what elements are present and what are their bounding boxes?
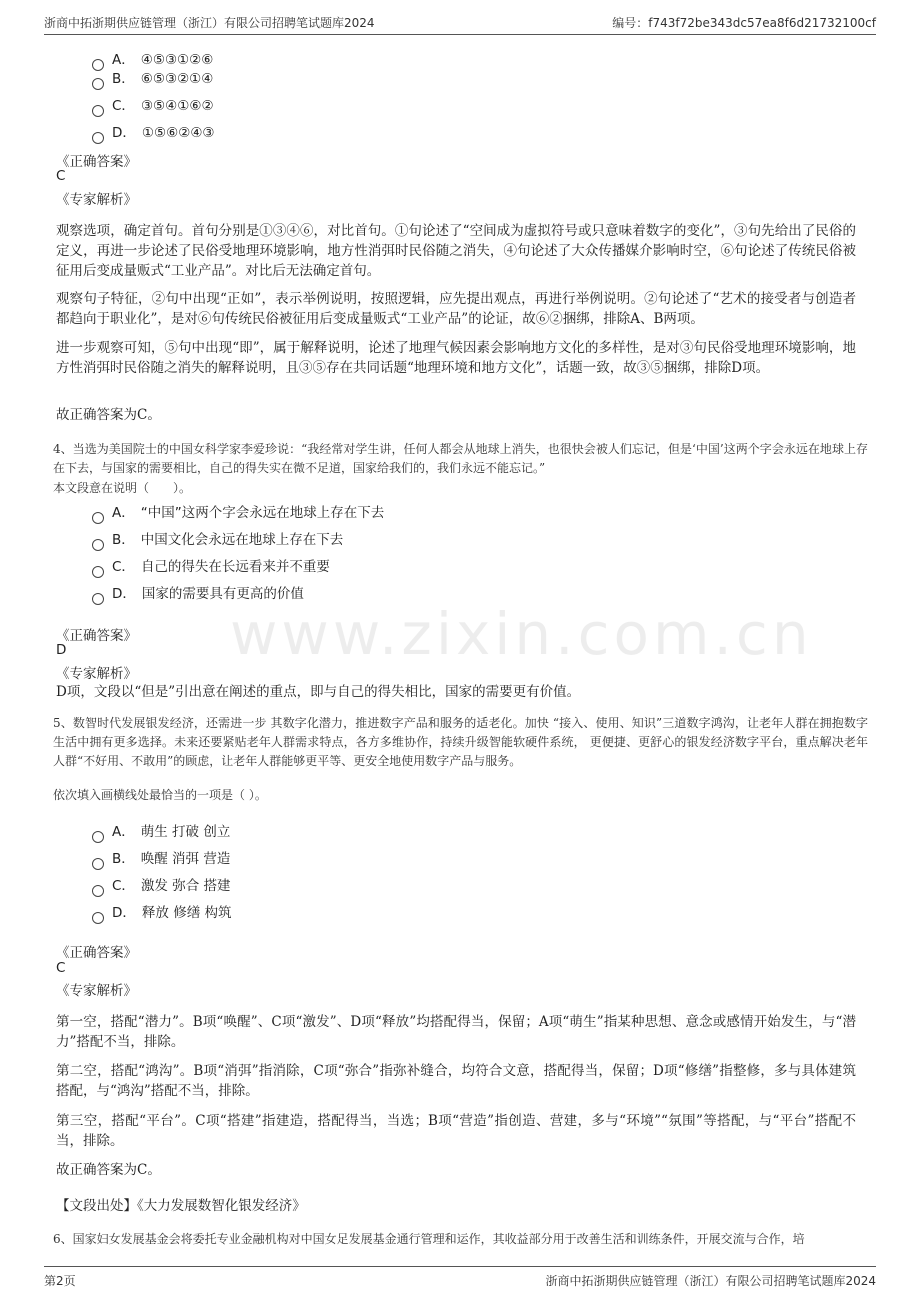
document-id: 编号：f743f72be343dc57ea8f6d21732100cf bbox=[612, 16, 876, 30]
option-letter: A． bbox=[112, 824, 135, 840]
footer-title: 浙商中拓浙期供应链管理（浙江）有限公司招聘笔试题库2024 bbox=[545, 1274, 876, 1288]
q3-answer-label: 《正确答案》 bbox=[56, 154, 137, 170]
radio-icon[interactable] bbox=[92, 912, 104, 924]
radio-icon[interactable] bbox=[92, 539, 104, 551]
q3-answer: C bbox=[56, 168, 66, 184]
option-text: 释放 修缮 构筑 bbox=[141, 905, 232, 921]
option-letter: C． bbox=[112, 878, 135, 894]
q5-ask: 依次填入画横线处最恰当的一项是（ ）。 bbox=[53, 788, 267, 802]
option-text: 自己的得失在长远看来并不重要 bbox=[140, 559, 330, 575]
page-number: 第2页 bbox=[44, 1274, 76, 1288]
q5-option-b[interactable] bbox=[92, 847, 230, 867]
q4-option-c[interactable] bbox=[92, 555, 330, 575]
option-letter: D． bbox=[112, 905, 136, 921]
option-letter: B． bbox=[112, 851, 135, 867]
page-header bbox=[44, 12, 876, 35]
q4-analysis-label: 《专家解析》 bbox=[56, 666, 137, 682]
q4-option-a[interactable] bbox=[92, 501, 384, 521]
q3-conclusion: 故正确答案为C。 bbox=[56, 407, 161, 423]
q5-analysis-paragraph: 第一空，搭配“潜力”。B项“唤醒”、C项“激发”、D项“释放”均搭配得当，保留；A项“萌生”指某种思想、意念或感情开始发生，与“潜力”搭配不当，排除。 bbox=[56, 1014, 856, 1050]
q3-analysis-paragraph: 进一步观察可知，⑤句中出现“即”，属于解释说明，论述了地理气候因素会影响地方文化的多样性，是对③句民俗受地理环境影响，地方性消弭时民俗随之消失的解释说明，且③⑤存在共同话题“地理环境和地方文化”，话题一致，故③⑤捆绑，排除D项。 bbox=[56, 340, 856, 376]
option-text: “中国”这两个字会永远在地球上存在下去 bbox=[140, 505, 385, 521]
q5-option-a[interactable] bbox=[92, 820, 230, 840]
option-letter: C． bbox=[112, 98, 135, 114]
q5-analysis-paragraph: 第二空，搭配“鸿沟”。B项“消弭”指消除，C项“弥合”指弥补缝合，均符合文意，搭配得当，保留；D项“修缮”指整修，多与具体建筑搭配，与“鸿沟”搭配不当，排除。 bbox=[56, 1063, 856, 1099]
q4-answer-label: 《正确答案》 bbox=[56, 628, 137, 644]
option-letter: A． bbox=[112, 505, 135, 521]
q6-stem: 6、国家妇女发展基金会将委托专业金融机构对中国女足发展基金通行管理和运作，其收益部分用于改善生活和训练条件，开展交流与合作，培 bbox=[53, 1232, 805, 1246]
option-letter: A． bbox=[112, 52, 135, 68]
radio-icon[interactable] bbox=[92, 566, 104, 578]
option-letter: D． bbox=[112, 586, 136, 602]
q5-source: 【文段出处】《大力发展数智化银发经济》 bbox=[56, 1198, 306, 1214]
q4-option-d[interactable] bbox=[92, 582, 304, 602]
option-text: 国家的需要具有更高的价值 bbox=[141, 586, 304, 602]
q5-analysis-label: 《专家解析》 bbox=[56, 983, 137, 999]
watermark: www.zixin.com.cn bbox=[230, 600, 813, 668]
q3-analysis-label: 《专家解析》 bbox=[56, 192, 137, 208]
header-title: 浙商中拓浙期供应链管理（浙江）有限公司招聘笔试题库2024 bbox=[44, 16, 375, 30]
q3-option-a[interactable] bbox=[92, 48, 213, 68]
radio-icon[interactable] bbox=[92, 512, 104, 524]
q5-answer-label: 《正确答案》 bbox=[56, 945, 137, 961]
option-text: 中国文化会永远在地球上存在下去 bbox=[140, 532, 344, 548]
radio-icon[interactable] bbox=[92, 858, 104, 870]
radio-icon[interactable] bbox=[92, 593, 104, 605]
q5-option-d[interactable] bbox=[92, 901, 232, 921]
option-text: ④⑤③①②⑥ bbox=[140, 52, 214, 68]
option-text: 唤醒 消弭 营造 bbox=[140, 851, 231, 867]
option-letter: C． bbox=[112, 559, 135, 575]
q5-answer: C bbox=[56, 960, 66, 976]
page-footer bbox=[44, 1266, 876, 1293]
q5-conclusion: 故正确答案为C。 bbox=[56, 1162, 161, 1178]
q4-stem: 4、当选为美国院士的中国女科学家李爱珍说：“我经常对学生讲，任何人都会从地球上消失，也很快会被人们忘记，但是‘中国’这两个字会永远在地球上存在下去，与国家的需要相比，自己的得失实在微不足道，国家给我们的，我们永远不能忘记。” bbox=[53, 442, 868, 475]
option-text: ⑥⑤③②①④ bbox=[140, 71, 214, 87]
q4-ask: 本文段意在说明（ ）。 bbox=[53, 481, 192, 495]
radio-icon[interactable] bbox=[92, 132, 104, 144]
option-text: ③⑤④①⑥② bbox=[140, 98, 214, 114]
option-text: ①⑤⑥②④③ bbox=[141, 125, 215, 141]
q3-analysis-paragraph: 观察句子特征，②句中出现“正如”，表示举例说明，按照逻辑，应先提出观点，再进行举例说明。②句论述了“艺术的接受者与创造者都趋向于职业化”，是对⑥句传统民俗被征用后变成量贩式“工业产品”的论证，故⑥②捆绑，排除A、B两项。 bbox=[56, 291, 856, 327]
q3-option-b[interactable] bbox=[92, 67, 213, 87]
option-letter: B． bbox=[112, 71, 135, 87]
q3-analysis-paragraph: 观察选项，确定首句。首句分别是①③④⑥，对比首句。①句论述了“空间成为虚拟符号或只意味着数字的变化”，③句先给出了民俗的定义，再进一步论述了民俗受地理环境影响，地方性消弭时民俗随之消失，④句论述了大众传播媒介影响时空，⑥句论述了传统民俗被征用后变成量贩式“工业产品”。对比后无法确定首句。 bbox=[56, 223, 856, 279]
q5-stem: 5、数智时代发展银发经济，还需进一步 其数字化潜力，推进数字产品和服务的适老化。加快 “接入、使用、知识”三道数字鸿沟，让老年人群在拥抱数字生活中拥有更多选择。未来还要紧贴老年人群需求特点，各方多维协作，持续升级智能软硬件系统， 更便捷、更舒心的银发经济数字平台，重点解决老年人群“不好用、不敢用”的顾虑，让老年人群能够更平等、更安全地使用数字产品与服务。 bbox=[53, 716, 868, 768]
q4-option-b[interactable] bbox=[92, 528, 343, 548]
q4-analysis: D项，文段以“但是”引出意在阐述的重点，即与自己的得失相比，国家的需要更有价值。 bbox=[56, 684, 581, 700]
option-text: 激发 弥合 搭建 bbox=[140, 878, 231, 894]
q3-option-d[interactable] bbox=[92, 121, 215, 141]
option-text: 萌生 打破 创立 bbox=[140, 824, 231, 840]
q3-option-c[interactable] bbox=[92, 94, 214, 114]
radio-icon[interactable] bbox=[92, 78, 104, 90]
q4-answer: D bbox=[56, 642, 67, 658]
option-letter: D． bbox=[112, 125, 136, 141]
q5-option-c[interactable] bbox=[92, 874, 231, 894]
option-letter: B． bbox=[112, 532, 135, 548]
radio-icon[interactable] bbox=[92, 885, 104, 897]
radio-icon[interactable] bbox=[92, 105, 104, 117]
q5-analysis-paragraph: 第三空，搭配“平台”。C项“搭建”指建造，搭配得当，当选；B项“营造”指创造、营建，多与“环境”“氛围”等搭配，与“平台”搭配不当，排除。 bbox=[56, 1113, 856, 1149]
radio-icon[interactable] bbox=[92, 831, 104, 843]
